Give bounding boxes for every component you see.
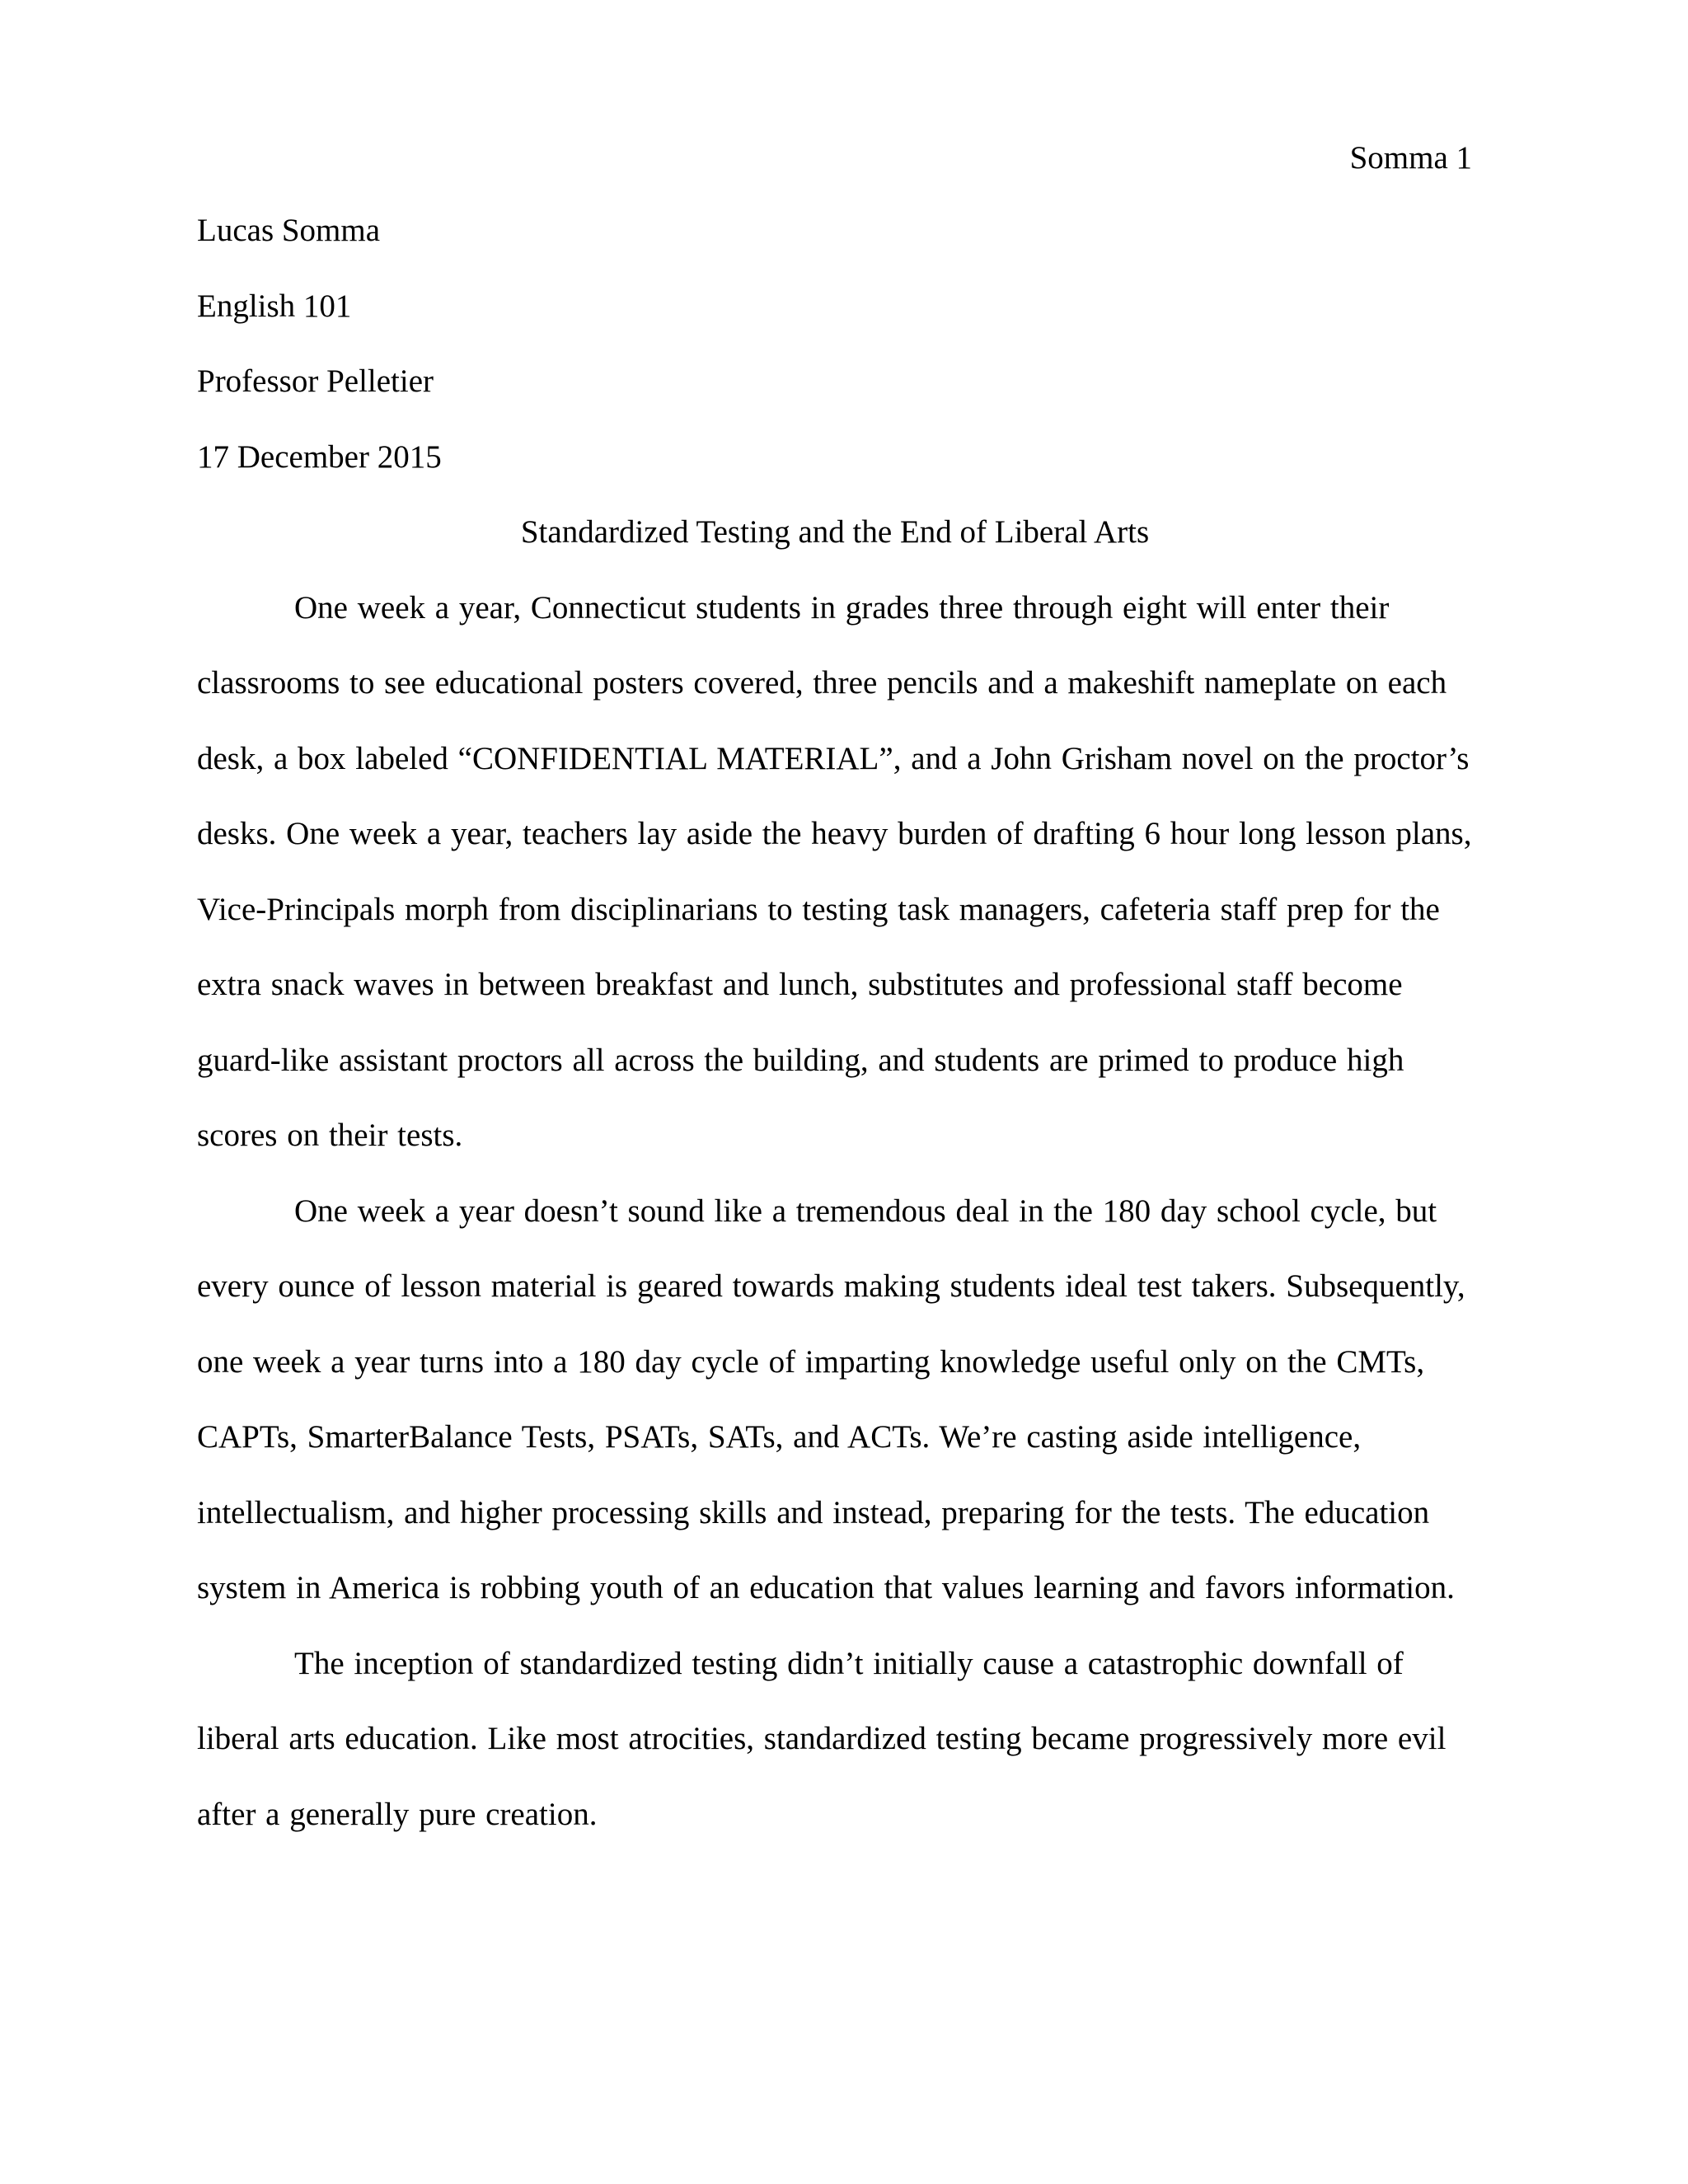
course-name: English 101 <box>197 288 352 324</box>
running-head: Somma 1 <box>1349 140 1472 176</box>
document-date: 17 December 2015 <box>197 438 442 475</box>
paragraph: The inception of standardized testing didn’t initially cause a catastrophic downfall of liberal arts education. Like most atrocities, standardized testing became progressively more evil after a generally pure creation. <box>197 1645 1447 1832</box>
paragraph: One week a year, Connecticut students in grades three through eight will enter their classrooms to see educational posters covered, three pencils and a makeshift nameplate on each desk, a box labeled “CONFIDENTIAL MATERIAL”, and a John Grisham novel on the proctor’s desks. One week a year, teachers lay aside the heavy burden of drafting 6 hour long lesson plans, Vice-Principals morph from disciplinarians to testing task managers, cafeteria staff prep for the extra snack waves in between breakfast and lunch, substitutes and professional staff become guard-like assistant proctors all across the building, and students are primed to produce high scores on their tests. <box>197 589 1472 1153</box>
document-title: Standardized Testing and the End of Liberal Arts <box>520 514 1150 550</box>
author-name: Lucas Somma <box>197 213 381 248</box>
document-body <box>197 193 1473 1852</box>
paragraph: One week a year doesn’t sound like a tremendous deal in the 180 day school cycle, but every ounce of lesson material is geared towards making students ideal test takers. Subsequently, one week a year turns into a 180 day cycle of imparting knowledge useful only on the CMTs, CAPTs, SmarterBalance Tests, PSATs, SATs, and ACTs. We’re casting aside intelligence, intellectualism, and higher processing skills and instead, preparing for the tests. The education system in America is robbing youth of an education that values learning and favors information. <box>197 1193 1465 1605</box>
instructor-name: Professor Pelletier <box>197 363 434 399</box>
